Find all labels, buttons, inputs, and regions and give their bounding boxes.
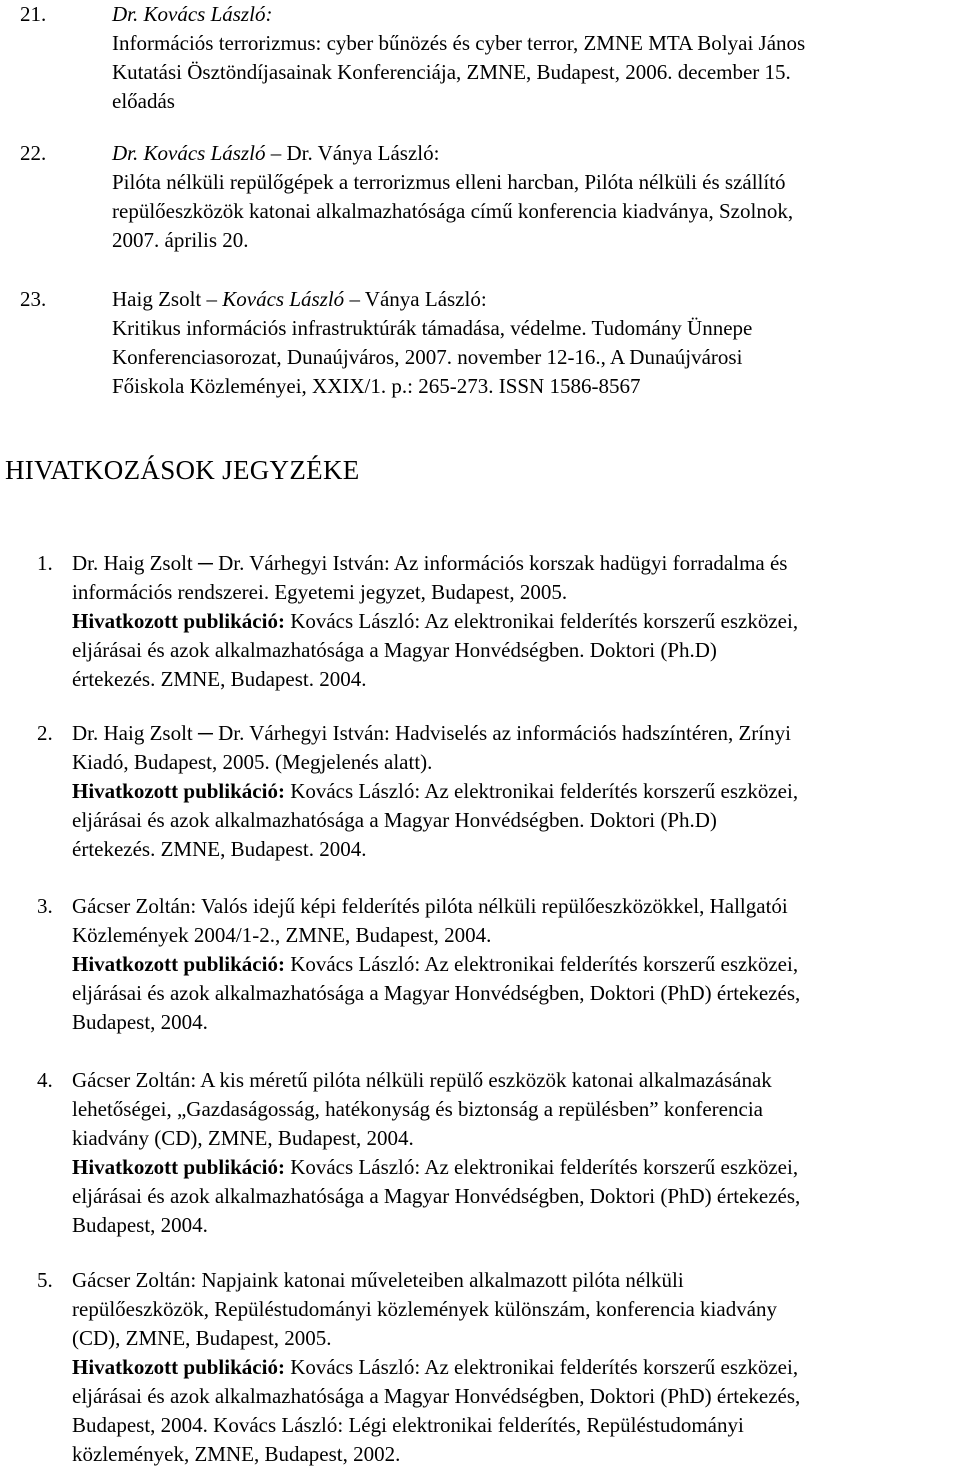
entry-line: Információs terrorizmus: cyber bűnözés és cyber terror, ZMNE MTA Bolyai János [112, 31, 806, 55]
reference-line: kiadvány (CD), ZMNE, Budapest, 2004. [72, 1126, 414, 1150]
cited-line: Budapest, 2004. [72, 1010, 208, 1034]
entry-author-rest: – Dr. Ványa László: [265, 141, 440, 165]
cited-line: Kovács László: Az elektronikai felderítés korszerű eszközei, [284, 1155, 799, 1179]
publication-entry-23 [20, 285, 952, 401]
reference-line: Dr. Haig Zsolt ─ Dr. Várhegyi István: Az információs korszak hadügyi forradalma és [72, 551, 788, 575]
entry-line: Pilóta nélküli repülőgépek a terrorizmus elleni harcban, Pilóta nélküli és szállító [112, 170, 786, 194]
entry-author-pre: Haig Zsolt – [112, 287, 223, 311]
cited-publication [72, 1153, 952, 1182]
cited-publication [72, 950, 952, 979]
entry-line: repülőeszközök katonai alkalmazhatósága című konferencia kiadványa, Szolnok, [112, 199, 794, 223]
entry-line: Főiskola Közleményei, XXIX/1. p.: 265-273. ISSN 1586-8567 [112, 374, 641, 398]
reference-line: Kiadó, Budapest, 2005. (Megjelenés alatt). [72, 750, 433, 774]
cited-line: Budapest, 2004. Kovács László: Légi elektronikai felderítés, Repüléstudományi [72, 1413, 744, 1437]
reference-line: Közlemények 2004/1-2., ZMNE, Budapest, 2004. [72, 923, 492, 947]
cited-label: Hivatkozott publikáció: [72, 952, 285, 976]
entry-number: 21. [20, 2, 47, 26]
reference-number: 2. [37, 721, 53, 745]
reference-line: Gácser Zoltán: Napjaink katonai műveleteiben alkalmazott pilóta nélküli [72, 1268, 684, 1292]
publication-entry-21 [20, 0, 952, 116]
reference-number: 4. [37, 1068, 53, 1092]
cited-line: eljárásai és azok alkalmazhatósága a Magyar Honvédségben, Doktori (PhD) értekezés, [72, 1184, 801, 1208]
cited-publication [72, 1353, 952, 1382]
reference-number: 5. [37, 1268, 53, 1292]
entry-line: Konferenciasorozat, Dunaújváros, 2007. november 12-16., A Dunaújvárosi [112, 345, 743, 369]
entry-number: 22. [20, 141, 47, 165]
reference-entry-5 [37, 1266, 952, 1469]
cited-line: értekezés. ZMNE, Budapest. 2004. [72, 837, 367, 861]
entry-author-italic: Kovács László [222, 287, 345, 311]
publication-entry-22 [20, 139, 952, 255]
reference-entry-2 [37, 719, 952, 864]
entry-line: 2007. április 20. [112, 228, 249, 252]
reference-line: Gácser Zoltán: Valós idejű képi felderítés pilóta nélküli repülőeszközökkel, Hallgatói [72, 894, 788, 918]
cited-line: Kovács László: Az elektronikai felderítés korszerű eszközei, [284, 1355, 799, 1379]
reference-line: lehetőségei, „Gazdaságosság, hatékonyság és biztonság a repülésben” konferencia [72, 1097, 763, 1121]
entry-author: Dr. Kovács László: [112, 2, 273, 26]
reference-line: Dr. Haig Zsolt ─ Dr. Várhegyi István: Hadviselés az információs hadszíntéren, Zrínyi [72, 721, 791, 745]
reference-entry-1 [37, 549, 952, 694]
reference-line: repülőeszközök, Repüléstudományi közlemények különszám, konferencia kiadvány [72, 1297, 778, 1321]
reference-number: 3. [37, 894, 53, 918]
entry-author [112, 139, 952, 168]
entry-line: előadás [112, 89, 175, 113]
cited-line: eljárásai és azok alkalmazhatósága a Magyar Honvédségben, Doktori (PhD) értekezés, [72, 981, 801, 1005]
cited-publication [72, 607, 952, 636]
cited-label: Hivatkozott publikáció: [72, 1355, 285, 1379]
cited-line: értekezés. ZMNE, Budapest. 2004. [72, 667, 367, 691]
reference-entry-4 [37, 1066, 952, 1240]
cited-line: Kovács László: Az elektronikai felderítés korszerű eszközei, [284, 609, 799, 633]
section-heading: HIVATKOZÁSOK JEGYZÉKE [5, 455, 360, 485]
cited-publication [72, 777, 952, 806]
cited-label: Hivatkozott publikáció: [72, 1155, 285, 1179]
cited-label: Hivatkozott publikáció: [72, 609, 285, 633]
cited-line: eljárásai és azok alkalmazhatósága a Magyar Honvédségben. Doktori (Ph.D) [72, 638, 717, 662]
reference-line: (CD), ZMNE, Budapest, 2005. [72, 1326, 332, 1350]
reference-number: 1. [37, 551, 53, 575]
entry-line: Kritikus információs infrastruktúrák támadása, védelme. Tudomány Ünnepe [112, 316, 753, 340]
cited-line: közlemények, ZMNE, Budapest, 2002. [72, 1442, 401, 1466]
cited-line: eljárásai és azok alkalmazhatósága a Magyar Honvédségben, Doktori (PhD) értekezés, [72, 1384, 801, 1408]
cited-line: Budapest, 2004. [72, 1213, 208, 1237]
entry-author-italic: Dr. Kovács László [112, 141, 266, 165]
entry-author-rest: – Ványa László: [344, 287, 487, 311]
reference-entry-3 [37, 892, 952, 1037]
reference-line: Gácser Zoltán: A kis méretű pilóta nélküli repülő eszközök katonai alkalmazásának [72, 1068, 772, 1092]
cited-line: eljárásai és azok alkalmazhatósága a Magyar Honvédségben. Doktori (Ph.D) [72, 808, 717, 832]
entry-number: 23. [20, 287, 47, 311]
entry-line: Kutatási Ösztöndíjasainak Konferenciája, ZMNE, Budapest, 2006. december 15. [112, 60, 791, 84]
cited-line: Kovács László: Az elektronikai felderítés korszerű eszközei, [284, 952, 799, 976]
cited-line: Kovács László: Az elektronikai felderítés korszerű eszközei, [284, 779, 799, 803]
reference-line: információs rendszerei. Egyetemi jegyzet, Budapest, 2005. [72, 580, 568, 604]
entry-author [112, 285, 952, 314]
cited-label: Hivatkozott publikáció: [72, 779, 285, 803]
